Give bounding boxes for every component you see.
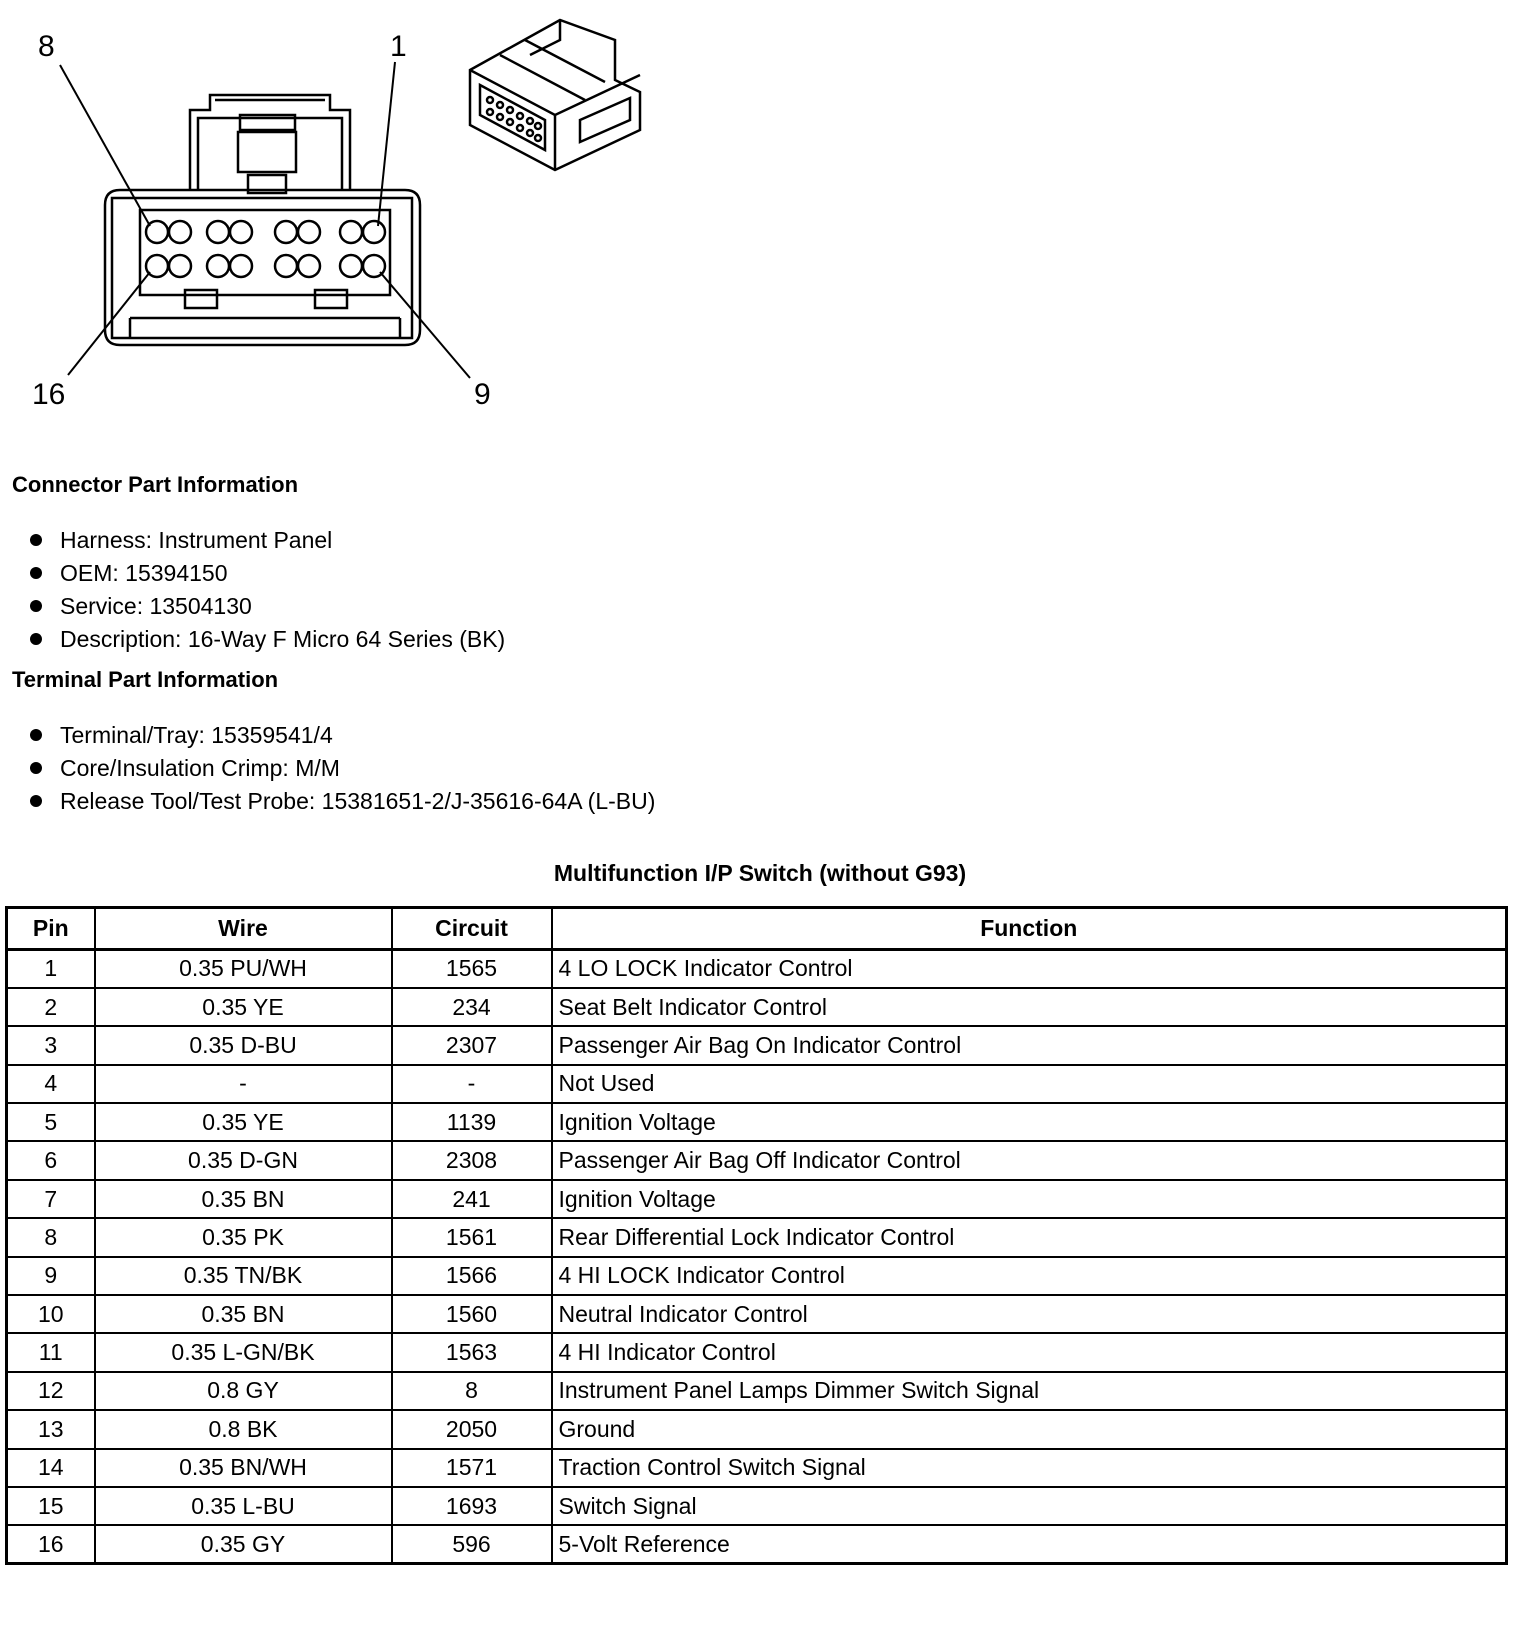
cell-pin: 10 <box>7 1295 95 1333</box>
cell-pin: 15 <box>7 1487 95 1525</box>
cell-function: Passenger Air Bag Off Indicator Control <box>552 1141 1507 1179</box>
table-row <box>7 950 1507 988</box>
cell-circuit: 2050 <box>392 1410 552 1448</box>
bullet-icon <box>30 795 42 807</box>
cell-function: Ignition Voltage <box>552 1103 1507 1141</box>
cell-circuit: - <box>392 1065 552 1103</box>
cell-function: Ignition Voltage <box>552 1180 1507 1218</box>
pin-8-label: 8 <box>38 30 55 63</box>
header-function: Function <box>552 908 1507 950</box>
cell-function: 5-Volt Reference <box>552 1525 1507 1563</box>
cell-circuit: 596 <box>392 1525 552 1563</box>
cell-wire: 0.8 GY <box>95 1372 392 1410</box>
cell-circuit: 1561 <box>392 1218 552 1256</box>
table-row <box>7 1257 1507 1295</box>
list-item: Service: 13504130 <box>30 590 505 623</box>
cell-wire: - <box>95 1065 392 1103</box>
cell-wire: 0.35 L-GN/BK <box>95 1333 392 1371</box>
cell-wire: 0.35 BN <box>95 1180 392 1218</box>
cell-circuit: 241 <box>392 1180 552 1218</box>
cell-circuit: 1566 <box>392 1257 552 1295</box>
cell-function: Rear Differential Lock Indicator Control <box>552 1218 1507 1256</box>
cell-wire: 0.35 D-BU <box>95 1026 392 1064</box>
cell-function: Passenger Air Bag On Indicator Control <box>552 1026 1507 1064</box>
table-row <box>7 1141 1507 1179</box>
table-row <box>7 1026 1507 1064</box>
connector-info-list <box>30 524 505 656</box>
header-circuit: Circuit <box>392 908 552 950</box>
cell-pin: 5 <box>7 1103 95 1141</box>
cell-circuit: 1565 <box>392 950 552 988</box>
cell-function: Not Used <box>552 1065 1507 1103</box>
bullet-icon <box>30 600 42 612</box>
pin-16-label: 16 <box>32 378 66 411</box>
table-row <box>7 988 1507 1026</box>
table-row <box>7 1295 1507 1333</box>
cell-pin: 1 <box>7 950 95 988</box>
table-row <box>7 1333 1507 1371</box>
table-title: Multifunction I/P Switch (without G93) <box>553 860 967 886</box>
table-row <box>7 1410 1507 1448</box>
table-row <box>7 1103 1507 1141</box>
table-body <box>7 950 1507 1564</box>
cell-function: Neutral Indicator Control <box>552 1295 1507 1333</box>
list-item: OEM: 15394150 <box>30 557 505 590</box>
cell-function: 4 LO LOCK Indicator Control <box>552 950 1507 988</box>
terminal-info-list <box>30 719 655 818</box>
header-pin: Pin <box>7 908 95 950</box>
cell-pin: 14 <box>7 1449 95 1487</box>
cell-wire: 0.35 D-GN <box>95 1141 392 1179</box>
list-item: Terminal/Tray: 15359541/4 <box>30 719 655 752</box>
list-item: Release Tool/Test Probe: 15381651-2/J-35616-64A (L-BU) <box>30 785 655 818</box>
cell-circuit: 1560 <box>392 1295 552 1333</box>
cell-pin: 16 <box>7 1525 95 1563</box>
cell-pin: 4 <box>7 1065 95 1103</box>
connector-isometric-view <box>470 20 640 170</box>
cell-function: Switch Signal <box>552 1487 1507 1525</box>
cell-function: Ground <box>552 1410 1507 1448</box>
cell-circuit: 1693 <box>392 1487 552 1525</box>
terminal-cavities <box>146 221 385 277</box>
cell-circuit: 2307 <box>392 1026 552 1064</box>
bullet-icon <box>30 534 42 546</box>
connector-info-heading: Connector Part Information <box>12 472 299 497</box>
cell-circuit: 1139 <box>392 1103 552 1141</box>
cell-circuit: 2308 <box>392 1141 552 1179</box>
table-header-row <box>7 908 1507 950</box>
cell-wire: 0.8 BK <box>95 1410 392 1448</box>
cell-pin: 6 <box>7 1141 95 1179</box>
cell-wire: 0.35 PU/WH <box>95 950 392 988</box>
table-row <box>7 1525 1507 1563</box>
connector-face-diagram <box>0 0 700 430</box>
cell-function: Traction Control Switch Signal <box>552 1449 1507 1487</box>
cell-pin: 2 <box>7 988 95 1026</box>
table-row <box>7 1180 1507 1218</box>
list-item: Harness: Instrument Panel <box>30 524 505 557</box>
table-row <box>7 1218 1507 1256</box>
cell-wire: 0.35 YE <box>95 988 392 1026</box>
cell-function: Seat Belt Indicator Control <box>552 988 1507 1026</box>
pin-1-label: 1 <box>390 30 407 63</box>
cell-wire: 0.35 TN/BK <box>95 1257 392 1295</box>
bullet-icon <box>30 567 42 579</box>
table-row <box>7 1065 1507 1103</box>
terminal-info-heading: Terminal Part Information <box>12 667 279 692</box>
cell-wire: 0.35 BN/WH <box>95 1449 392 1487</box>
cell-wire: 0.35 GY <box>95 1525 392 1563</box>
cell-pin: 8 <box>7 1218 95 1256</box>
cell-circuit: 1571 <box>392 1449 552 1487</box>
table-row <box>7 1487 1507 1525</box>
cell-function: 4 HI Indicator Control <box>552 1333 1507 1371</box>
cell-function: Instrument Panel Lamps Dimmer Switch Signal <box>552 1372 1507 1410</box>
cell-wire: 0.35 BN <box>95 1295 392 1333</box>
bullet-icon <box>30 633 42 645</box>
list-item: Core/Insulation Crimp: M/M <box>30 752 655 785</box>
table-row <box>7 1449 1507 1487</box>
cell-circuit: 1563 <box>392 1333 552 1371</box>
cell-pin: 11 <box>7 1333 95 1371</box>
cell-pin: 13 <box>7 1410 95 1448</box>
cell-pin: 9 <box>7 1257 95 1295</box>
cell-wire: 0.35 L-BU <box>95 1487 392 1525</box>
cell-pin: 7 <box>7 1180 95 1218</box>
cell-circuit: 8 <box>392 1372 552 1410</box>
header-wire: Wire <box>95 908 392 950</box>
cell-function: 4 HI LOCK Indicator Control <box>552 1257 1507 1295</box>
table-row <box>7 1372 1507 1410</box>
cell-circuit: 234 <box>392 988 552 1026</box>
list-item: Description: 16-Way F Micro 64 Series (BK) <box>30 623 505 656</box>
pinout-table <box>5 906 1508 1565</box>
bullet-icon <box>30 729 42 741</box>
cell-wire: 0.35 YE <box>95 1103 392 1141</box>
bullet-icon <box>30 762 42 774</box>
pin-9-label: 9 <box>474 378 491 411</box>
cell-pin: 12 <box>7 1372 95 1410</box>
cell-wire: 0.35 PK <box>95 1218 392 1256</box>
pin-leader-lines <box>60 62 470 378</box>
cell-pin: 3 <box>7 1026 95 1064</box>
